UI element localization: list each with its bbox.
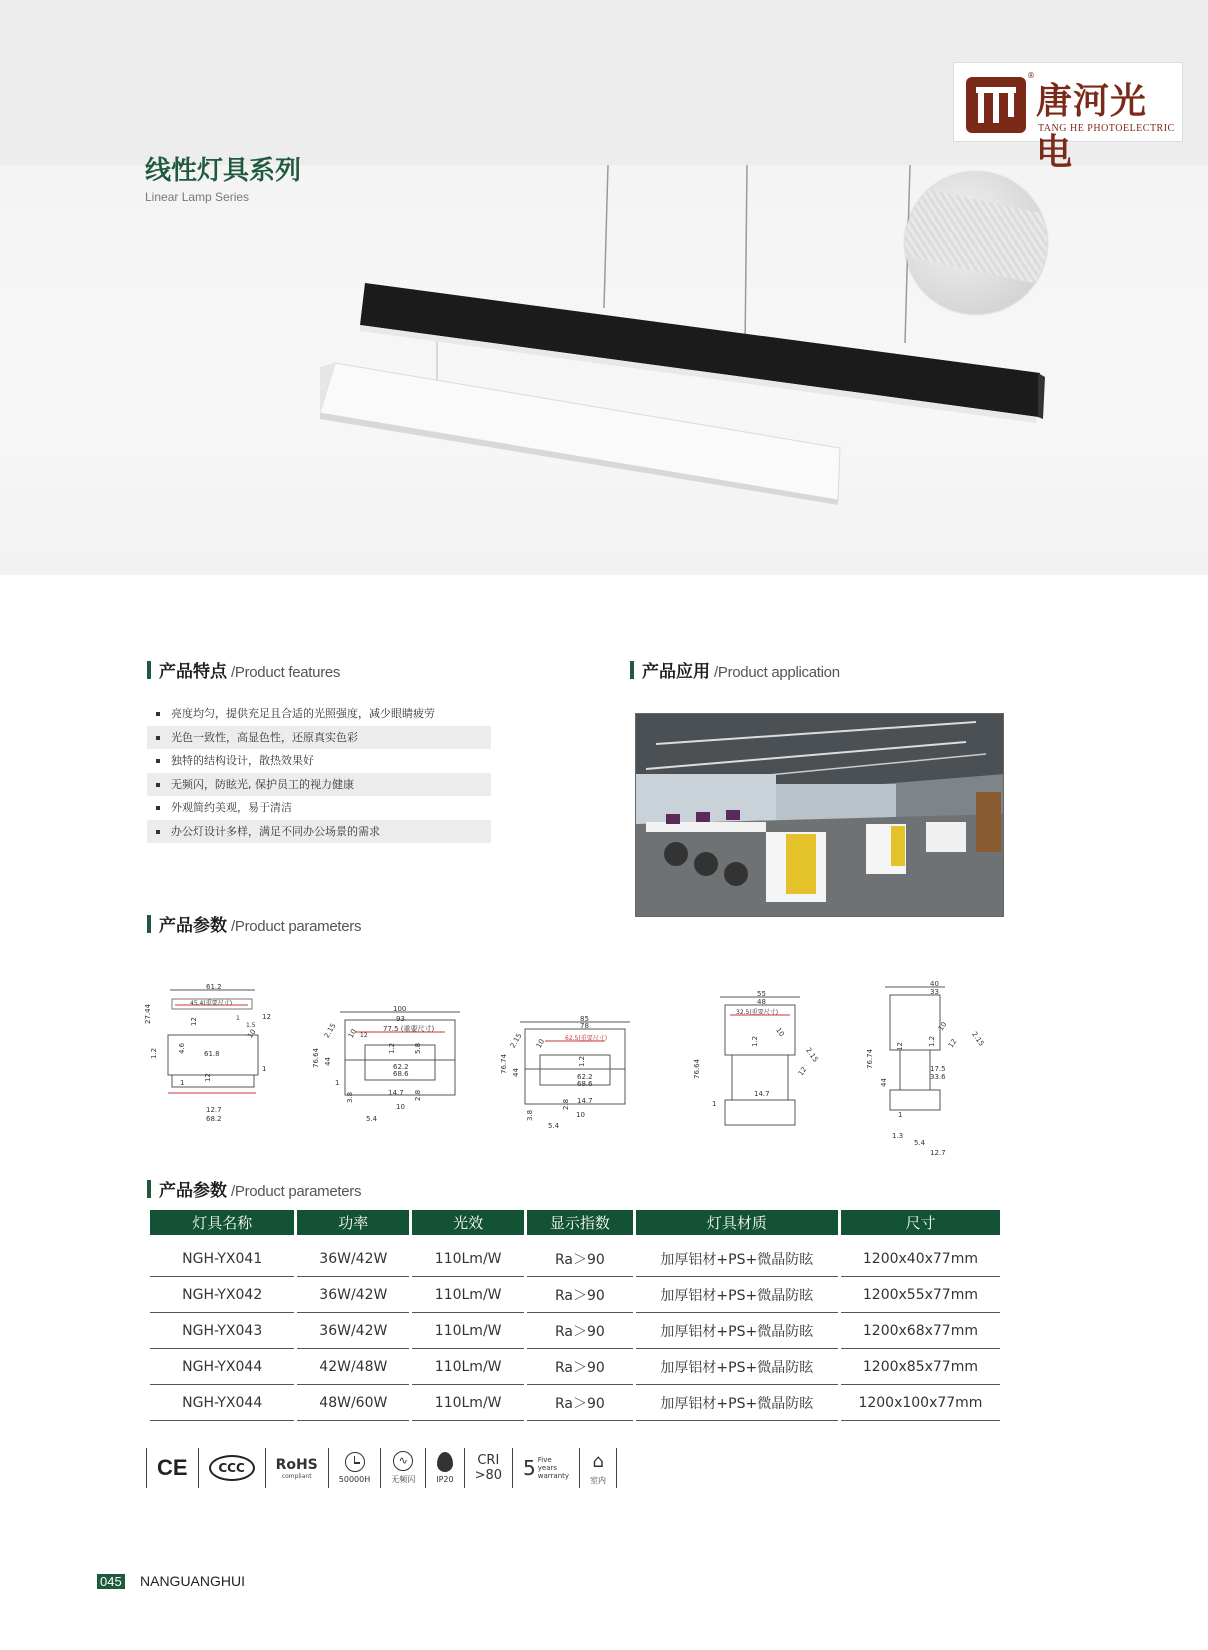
ce-mark-icon: CE xyxy=(146,1448,198,1488)
svg-text:12: 12 xyxy=(360,1032,368,1039)
svg-text:55: 55 xyxy=(757,990,766,998)
svg-text:68.2: 68.2 xyxy=(206,1115,222,1123)
svg-text:68.6: 68.6 xyxy=(393,1070,409,1078)
svg-text:40: 40 xyxy=(930,980,939,988)
svg-text:10: 10 xyxy=(245,1027,258,1040)
indoor-icon: ⌂ 室内 xyxy=(579,1448,617,1488)
svg-text:1: 1 xyxy=(180,1079,185,1087)
svg-text:1.2: 1.2 xyxy=(388,1042,396,1054)
no-flicker-icon: ∿ 无频闪 xyxy=(380,1448,425,1488)
profile-drawing-5 xyxy=(885,987,945,1110)
table-header-row xyxy=(150,1210,1000,1241)
feature-item: 光色一致性，高显色性，还原真实色彩 xyxy=(147,726,491,750)
svg-text:76.64: 76.64 xyxy=(693,1058,701,1079)
table-row: NGH-YX041 36W/42W 110Lm/W Ra＞90 加厚铝材+PS+微晶防眩 1200x40x77mm xyxy=(150,1241,1000,1277)
features-heading: 产品特点 /Product features xyxy=(147,657,340,682)
svg-text:33: 33 xyxy=(930,988,939,996)
certification-icons xyxy=(146,1448,617,1488)
logo-chinese-name: 唐河光电 xyxy=(1036,80,1148,173)
svg-text:12.7: 12.7 xyxy=(206,1106,222,1114)
svg-text:2.8: 2.8 xyxy=(414,1089,422,1101)
svg-text:12: 12 xyxy=(262,1013,271,1021)
svg-text:62.2: 62.2 xyxy=(393,1063,409,1071)
table-row: NGH-YX044 48W/60W 110Lm/W Ra＞90 加厚铝材+PS+微晶防眩 1200x100x77mm xyxy=(150,1385,1000,1421)
feature-item: 办公灯设计多样，满足不同办公场景的需求 xyxy=(147,820,491,844)
cri-icon: CRI >80 xyxy=(464,1448,512,1488)
svg-text:76.74: 76.74 xyxy=(500,1053,508,1074)
svg-text:10: 10 xyxy=(396,1103,405,1111)
svg-text:5.4: 5.4 xyxy=(548,1122,560,1130)
svg-text:14.7: 14.7 xyxy=(388,1089,404,1097)
series-title: 线性灯具系列 xyxy=(145,156,302,186)
svg-text:76.74: 76.74 xyxy=(866,1048,874,1069)
svg-text:3.8: 3.8 xyxy=(346,1091,354,1103)
svg-text:14.7: 14.7 xyxy=(754,1090,770,1098)
svg-text:10: 10 xyxy=(936,1020,949,1033)
svg-text:12: 12 xyxy=(190,1017,198,1026)
svg-text:1.2: 1.2 xyxy=(578,1055,586,1067)
svg-text:12: 12 xyxy=(946,1037,959,1050)
feature-item: 无频闪，防眩光, 保护员工的视力健康 xyxy=(147,773,491,797)
svg-text:1: 1 xyxy=(335,1079,340,1087)
svg-text:1.2: 1.2 xyxy=(150,1047,158,1059)
profile-drawing-4 xyxy=(720,997,800,1125)
svg-text:2.15: 2.15 xyxy=(970,1030,986,1048)
svg-text:12.7: 12.7 xyxy=(930,1149,946,1157)
feature-item: 外观简约美观，易于清洁 xyxy=(147,796,491,820)
svg-text:44: 44 xyxy=(324,1057,332,1066)
svg-text:100: 100 xyxy=(393,1005,407,1013)
svg-text:27.44: 27.44 xyxy=(144,1003,152,1024)
table-row: NGH-YX042 36W/42W 110Lm/W Ra＞90 加厚铝材+PS+微晶防眩 1200x55x77mm xyxy=(150,1277,1000,1313)
logo-mark-icon xyxy=(966,77,1026,133)
svg-text:93: 93 xyxy=(396,1015,405,1023)
svg-text:33.6: 33.6 xyxy=(930,1073,946,1081)
svg-text:77.5 (重要尺寸): 77.5 (重要尺寸) xyxy=(383,1025,435,1033)
svg-text:85: 85 xyxy=(580,1015,589,1023)
feature-item: 独特的结构设计，散热效果好 xyxy=(147,749,491,773)
svg-text:1.3: 1.3 xyxy=(892,1132,904,1140)
svg-text:45.4(重要尺寸): 45.4(重要尺寸) xyxy=(190,1000,233,1007)
svg-text:2.8: 2.8 xyxy=(562,1098,570,1110)
table-row: NGH-YX043 36W/42W 110Lm/W Ra＞90 加厚铝材+PS+微晶防眩 1200x68x77mm xyxy=(150,1313,1000,1349)
header-name: 灯具名称 xyxy=(150,1210,294,1241)
svg-text:17.5: 17.5 xyxy=(930,1065,946,1073)
svg-text:12: 12 xyxy=(204,1073,212,1082)
svg-text:14.7: 14.7 xyxy=(577,1097,593,1105)
header-efficacy: 光效 xyxy=(412,1210,524,1241)
header-material: 灯具材质 xyxy=(636,1210,838,1241)
series-subtitle: Linear Lamp Series xyxy=(145,190,250,204)
header-size: 尺寸 xyxy=(841,1210,1000,1241)
svg-text:61.8: 61.8 xyxy=(204,1050,220,1058)
svg-text:1.2: 1.2 xyxy=(928,1035,936,1047)
svg-text:1.5: 1.5 xyxy=(246,1022,256,1029)
svg-text:1: 1 xyxy=(262,1065,267,1073)
svg-text:1: 1 xyxy=(898,1111,903,1119)
svg-text:48: 48 xyxy=(757,998,766,1006)
svg-text:10: 10 xyxy=(576,1111,585,1119)
parameters-table xyxy=(147,1210,1003,1421)
svg-text:5.4: 5.4 xyxy=(914,1139,926,1147)
footer-brand: NANGUANGHUI xyxy=(140,1573,246,1589)
svg-text:12: 12 xyxy=(796,1065,809,1078)
features-list xyxy=(147,702,491,843)
svg-text:2.15: 2.15 xyxy=(322,1021,338,1040)
svg-text:68.6: 68.6 xyxy=(577,1080,593,1088)
rohs-mark-icon: RoHS compliant xyxy=(265,1448,328,1488)
lifespan-icon: 50000H xyxy=(328,1448,380,1488)
svg-text:5.4: 5.4 xyxy=(366,1115,378,1123)
svg-text:78: 78 xyxy=(580,1022,589,1030)
logo-english-name: TANG HE PHOTOELECTRIC xyxy=(1038,123,1175,134)
svg-text:1: 1 xyxy=(236,1015,240,1022)
brand-logo xyxy=(953,62,1183,173)
profile-drawings xyxy=(140,975,1020,1165)
parameters-table-heading: 产品参数 /Product parameters xyxy=(147,1176,361,1201)
header-power: 功率 xyxy=(297,1210,409,1241)
lens-detail-circle xyxy=(905,172,1047,314)
svg-text:1.2: 1.2 xyxy=(751,1035,759,1047)
header-cri: 显示指数 xyxy=(527,1210,633,1241)
svg-text:62.5(重要尺寸): 62.5(重要尺寸) xyxy=(565,1035,608,1042)
svg-text:2.15: 2.15 xyxy=(804,1046,820,1064)
svg-text:12: 12 xyxy=(896,1042,904,1051)
warranty-icon: 5 Five years warranty xyxy=(512,1448,579,1488)
svg-text:61.2: 61.2 xyxy=(206,983,222,991)
office-application-photo xyxy=(635,713,1004,917)
office-scene-illustration xyxy=(636,714,1004,917)
svg-text:10: 10 xyxy=(534,1037,547,1050)
svg-text:2.15: 2.15 xyxy=(508,1031,524,1050)
svg-text:10: 10 xyxy=(774,1026,786,1039)
svg-text:32.5(重要尺寸): 32.5(重要尺寸) xyxy=(736,1009,779,1016)
svg-text:1: 1 xyxy=(712,1100,717,1108)
svg-text:4.6: 4.6 xyxy=(178,1042,186,1054)
feature-item: 亮度均匀，提供充足且合适的光照强度，减少眼睛疲劳 xyxy=(147,702,491,726)
table-row: NGH-YX044 42W/48W 110Lm/W Ra＞90 加厚铝材+PS+微晶防眩 1200x85x77mm xyxy=(150,1349,1000,1385)
registered-mark: ® xyxy=(1027,71,1035,80)
ip20-drop-icon: IP20 xyxy=(425,1448,463,1488)
application-heading: 产品应用 /Product application xyxy=(630,657,840,682)
svg-text:44: 44 xyxy=(512,1068,520,1077)
svg-text:10: 10 xyxy=(346,1027,359,1040)
svg-text:3.8: 3.8 xyxy=(526,1109,534,1121)
parameters-drawings-heading: 产品参数 /Product parameters xyxy=(147,911,361,936)
svg-text:5.8: 5.8 xyxy=(414,1042,422,1054)
page-number: 045 xyxy=(97,1574,125,1589)
svg-text:44: 44 xyxy=(880,1078,888,1087)
svg-text:62.2: 62.2 xyxy=(577,1073,593,1081)
ccc-mark-icon: CCC xyxy=(198,1448,265,1488)
svg-text:76.64: 76.64 xyxy=(312,1047,320,1068)
